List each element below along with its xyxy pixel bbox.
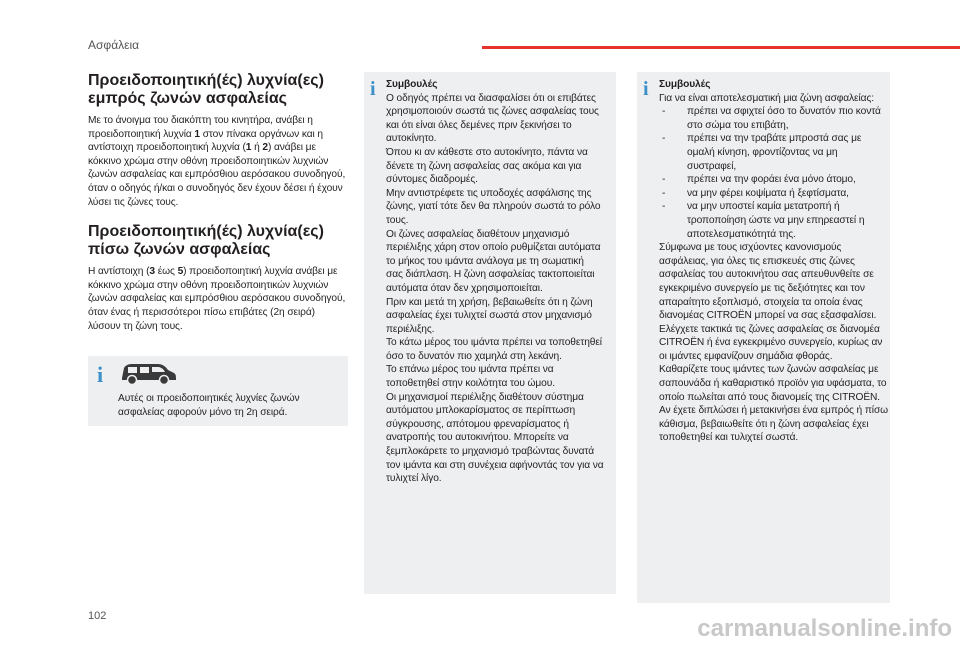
text: Η αντίστοιχη (: [88, 266, 150, 278]
bold-num: 1: [245, 142, 252, 154]
tips-line: Το επάνω μέρος του ιμάντα πρέπει να: [386, 364, 554, 376]
text: Με το άνοιγμα του διακόπτη του κινητήρα, ανάβει η προειδοποιητική λυχνία: [88, 115, 313, 140]
info-box-second-row: [88, 356, 348, 426]
tips-line: Οι ζώνες ασφαλείας διαθέτουν μηχανισμό: [386, 228, 570, 240]
bullet-text: πρέπει να σφιχτεί όσο το δυνατόν πιο κοντά στο σώμα του επιβάτη,: [687, 106, 881, 131]
heading-front-belts: Προειδοποιητική(ές) λυχνία(ες) εμπρός ζωνών ασφαλείας: [88, 72, 324, 107]
section-header: Ασφάλεια: [88, 38, 140, 52]
info-icon: i: [370, 78, 376, 100]
tips-intro: Για να είναι αποτελεσματική μια ζώνη ασφαλείας:: [659, 92, 874, 104]
info-box-text: Αυτές οι προειδοποιητικές λυχνίες ζωνών ασφαλείας αφορούν μόνο τη 2η σειρά.: [118, 393, 300, 418]
tips-line: το μήκος του ιμάντα ανάλογα με τη σωματική: [386, 255, 584, 267]
text: έως: [154, 266, 178, 278]
tips-title: Συμβουλές: [386, 79, 438, 90]
tips-line: ξεμπλοκάρετε το μηχανισμό τραβώντας δυνατά: [386, 446, 595, 458]
tips-line: περιέλιξης χάρη στον οποίο ρυθμίζεται αυτόματα: [386, 242, 601, 254]
bullet-dash: -: [662, 106, 666, 118]
tips-bullet-list: [659, 105, 888, 241]
bullet-text: να μην υποστεί καμία μετατροπή ή τροποποίηση ώστε να μην επηρεαστεί η αποτελεσματικότητά της.: [687, 201, 865, 240]
bold-num: 1: [194, 128, 200, 140]
tips-lines: [386, 92, 614, 486]
tips-line: Οι μηχανισμοί περιέλιξης διαθέτουν σύστημα: [386, 391, 584, 403]
bullet-item: [659, 105, 888, 132]
text: ή: [251, 142, 263, 154]
bullet-item: [659, 187, 888, 201]
bullet-dash: -: [662, 187, 666, 199]
bullet-text: πρέπει να την τραβάτε μπροστά σας με ομαλή κίνηση, φροντίζοντας να μη συστραφεί,: [687, 133, 862, 172]
tips-line: τους.: [386, 214, 409, 226]
tips-line: τυλιχτεί λίγο.: [386, 473, 442, 485]
info-icon: i: [97, 362, 104, 387]
tips-line: περιέλιξης.: [386, 323, 435, 335]
bullet-dash: -: [662, 174, 666, 186]
header-accent-bar: [482, 46, 960, 49]
tips-box-1-content: [386, 78, 614, 486]
bullet-text: να μην φέρει κοψίματα ή ξεφτίσματα,: [687, 187, 849, 199]
tips-title: Συμβουλές: [659, 79, 711, 90]
tips-box-2-content: [659, 78, 888, 445]
tips-paragraph: Καθαρίζετε τους ιμάντες των ζωνών ασφαλείας με σαπουνάδα ή καθαριστικό προϊόν για υφάσματα, το οποίο πωλείται από τους διανομείς της CITROËN.: [659, 364, 887, 403]
tips-paragraph: Αν έχετε διπλώσει ή μετακινήσει ένα εμπρός ή πίσω κάθισμα, βεβαιωθείτε ότι η ζώνη ασφαλείας έχει τοποθετηθεί και τυλιχτεί σωστά.: [659, 405, 888, 444]
bullet-item: [659, 132, 888, 173]
bold-num: 2: [262, 142, 268, 154]
bold-num: 5: [177, 266, 184, 278]
bullet-dash: -: [662, 133, 666, 145]
tips-line: τοποθετηθεί στην κοιλότητα του ώμου.: [386, 378, 555, 390]
tips-box-2: [637, 72, 890, 603]
tips-box-1: [364, 72, 616, 594]
tips-line: ανατροπής του αυτοκινήτου. Μπορείτε να: [386, 432, 569, 444]
page-number: 102: [88, 610, 107, 622]
bullet-item: [659, 200, 888, 241]
tips-line: όσο το δυνατόν πιο χαμηλά στη λεκάνη.: [386, 350, 562, 362]
tips-line: Ο οδηγός πρέπει να διασφαλίσει ότι οι επιβάτες: [386, 92, 596, 104]
bold-num: 3: [149, 266, 155, 278]
tips-line: χρησιμοποιούν σωστά τις ζώνες ασφαλείας τους: [386, 106, 599, 118]
text: ) προειδοποιητική λυχνία ανάβει με κόκκινο χρώμα στην οθόνη προειδοποιητικών λυχνιών ζωνών ασφαλείας και εμπρόσθιου αερόσακου συνοδηγού, όταν ένας ή περισσότεροι πίσω επιβάτες (2η σειρά) λύσουν τη ζώνη τους.: [88, 266, 346, 332]
paragraph-front-belts: [88, 114, 348, 209]
tips-line: αυτόματου μπλοκαρίσματος σε περίπτωση: [386, 405, 576, 417]
bullet-dash: -: [662, 201, 666, 213]
tips-line: Πριν και μετά τη χρήση, βεβαιωθείτε ότι η ζώνη: [386, 296, 593, 308]
paragraph-rear-belts: [88, 265, 348, 333]
tips-line: δένετε τη ζώνη ασφαλείας σας ακόμα και για: [386, 160, 582, 172]
tips-line: σας διάπλαση. Η ζώνη ασφαλείας τακτοποιείται: [386, 269, 595, 281]
tips-line: ασφαλείας έχει τυλιχτεί σωστά στον μηχανισμό: [386, 310, 592, 322]
tips-paragraph: Σύμφωνα με τους ισχύοντες κανονισμούς ασφάλειας, για όλες τις επισκευές στις ζώνες ασφαλείας του αυτοκινήτου σας απευθυνθείτε σε εγκεκριμένο συνεργείο με τις δεξιότητες και τον απαραίτητο εξοπλισμό, στοιχεία τα οποία ένας διανομέας CITROËN μπορεί να σας εξασφαλίσει.: [659, 242, 877, 322]
tips-line: αυτοκίνητο.: [386, 133, 437, 145]
heading-rear-belts: Προειδοποιητική(ές) λυχνία(ες) πίσω ζωνών ασφαλείας: [88, 223, 324, 259]
bullet-item: [659, 173, 888, 187]
text: στον πίνακα οργάνων και η αντίστοιχη προειδοποιητική λυχνία (: [88, 128, 323, 154]
car-side-icon: [118, 360, 178, 386]
text: ) ανάβει με κόκκινο χρώμα στην οθόνη προειδοποιητικών λυχνιών ζωνών ασφαλείας και εμπρόσθιου αερόσακου συνοδηγού, όταν ο οδηγός ή/και ο συνοδηγός δεν έχουν δέσει ή έχουν λύσει τις ζώνες τους.: [88, 142, 346, 208]
tips-line: τον ιμάντα και στη συνέχεια αφήνοντάς τον για να: [386, 459, 604, 471]
watermark-text: carmanualsonline.info: [697, 615, 952, 642]
tips-line: Το κάτω μέρος του ιμάντα πρέπει να τοποθετηθεί: [386, 337, 602, 349]
bullet-text: πρέπει να την φοράει ένα μόνο άτομο,: [687, 174, 856, 186]
tips-line: Όπου κι αν κάθεστε στο αυτοκίνητο, πάντα να: [386, 146, 588, 158]
tips-line: σύντομες διαδρομές.: [386, 174, 478, 186]
left-column: [88, 72, 348, 347]
tips-line: Μην αντιστρέφετε τις υποδοχές ασφάλισης της: [386, 187, 592, 199]
tips-line: αυτόματα όταν δεν χρησιμοποιείται.: [386, 282, 543, 294]
tips-line: ζώνης, γιατί τότε δεν θα πληρούν σωστά το ρόλο: [386, 201, 601, 213]
tips-line: και ότι είναι όλες δεμένες πριν ξεκινήσει το: [386, 119, 572, 131]
tips-paragraph: Ελέγχετε τακτικά τις ζώνες ασφαλείας σε διανομέα CITROËN ή ένα εγκεκριμένο συνεργείο, κυρίως αν οι ιμάντες εμφανίζουν σημάδια φθοράς.: [659, 323, 883, 362]
tips-line: σύγκρουσης, απότομου φρεναρίσματος ή: [386, 418, 569, 430]
info-icon: i: [643, 78, 649, 100]
